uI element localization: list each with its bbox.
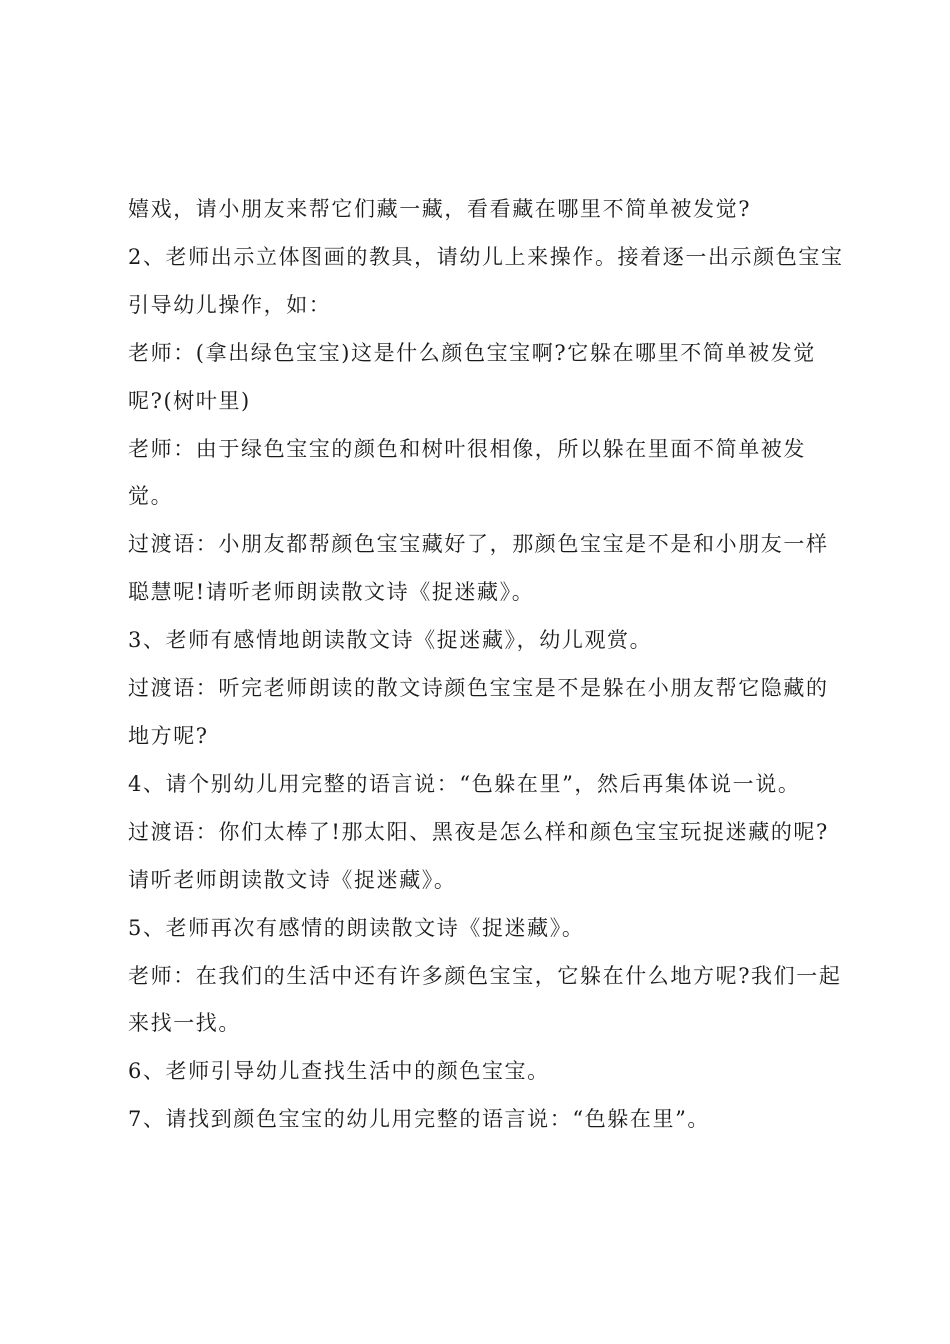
text-line: 引导幼儿操作，如： [128, 292, 332, 317]
text-line: 过渡语：小朋友都帮颜色宝宝藏好了，那颜色宝宝是不是和小朋友一样 [128, 532, 829, 557]
paragraph-teacher-explanation [128, 426, 848, 522]
text-line: 过渡语：你们太棒了!那太阳、黑夜是怎么样和颜色宝宝玩捉迷藏的呢? [128, 819, 829, 844]
text-line: 老师：(拿出绿色宝宝)这是什么颜色宝宝啊?它躲在哪里不简单被发觉 [128, 340, 816, 365]
paragraph-transition-3 [128, 809, 848, 905]
paragraph-step-5 [128, 905, 848, 953]
paragraph-transition-2 [128, 665, 848, 761]
text-line: 呢?(树叶里) [128, 388, 251, 413]
text-line: 嬉戏，请小朋友来帮它们藏一藏，看看藏在哪里不简单被发觉? [128, 197, 752, 221]
text-line: 觉。 [128, 484, 174, 509]
paragraph-intro [128, 186, 848, 234]
text-line: 过渡语：听完老师朗读的散文诗颜色宝宝是不是躲在小朋友帮它隐藏的 [128, 676, 829, 701]
document-body [128, 186, 848, 1144]
text-line: 2、老师出示立体图画的教具，请幼儿上来操作。接着逐一出示颜色宝宝 [128, 244, 844, 269]
text-line: 地方呢? [128, 723, 209, 748]
paragraph-step-4 [128, 761, 848, 809]
paragraph-teacher-question [128, 330, 848, 426]
text-line: 5、老师再次有感情的朗读散文诗《捉迷藏》。 [128, 915, 585, 940]
text-line: 6、老师引导幼儿查找生活中的颜色宝宝。 [128, 1059, 550, 1084]
text-line: 3、老师有感情地朗读散文诗《捉迷藏》，幼儿观赏。 [128, 628, 653, 653]
paragraph-transition-1 [128, 521, 848, 617]
text-line: 老师：在我们的生活中还有许多颜色宝宝，它躲在什么地方呢?我们一起 [128, 963, 842, 988]
paragraph-teacher-prompt [128, 953, 848, 1049]
text-line: 4、请个别幼儿用完整的语言说：“色躲在里”，然后再集体说一说。 [128, 771, 801, 796]
text-line: 老师：由于绿色宝宝的颜色和树叶很相像，所以躲在里面不简单被发 [128, 436, 806, 461]
paragraph-step-3 [128, 617, 848, 665]
text-line: 来找一找。 [128, 1011, 241, 1036]
paragraph-step-2 [128, 234, 848, 330]
text-line: 聪慧呢!请听老师朗读散文诗《捉迷藏》。 [128, 580, 535, 605]
text-line: 7、请找到颜色宝宝的幼儿用完整的语言说：“色躲在里”。 [128, 1107, 711, 1132]
paragraph-step-6 [128, 1048, 848, 1096]
text-line: 请听老师朗读散文诗《捉迷藏》。 [128, 867, 457, 892]
paragraph-step-7 [128, 1096, 848, 1144]
